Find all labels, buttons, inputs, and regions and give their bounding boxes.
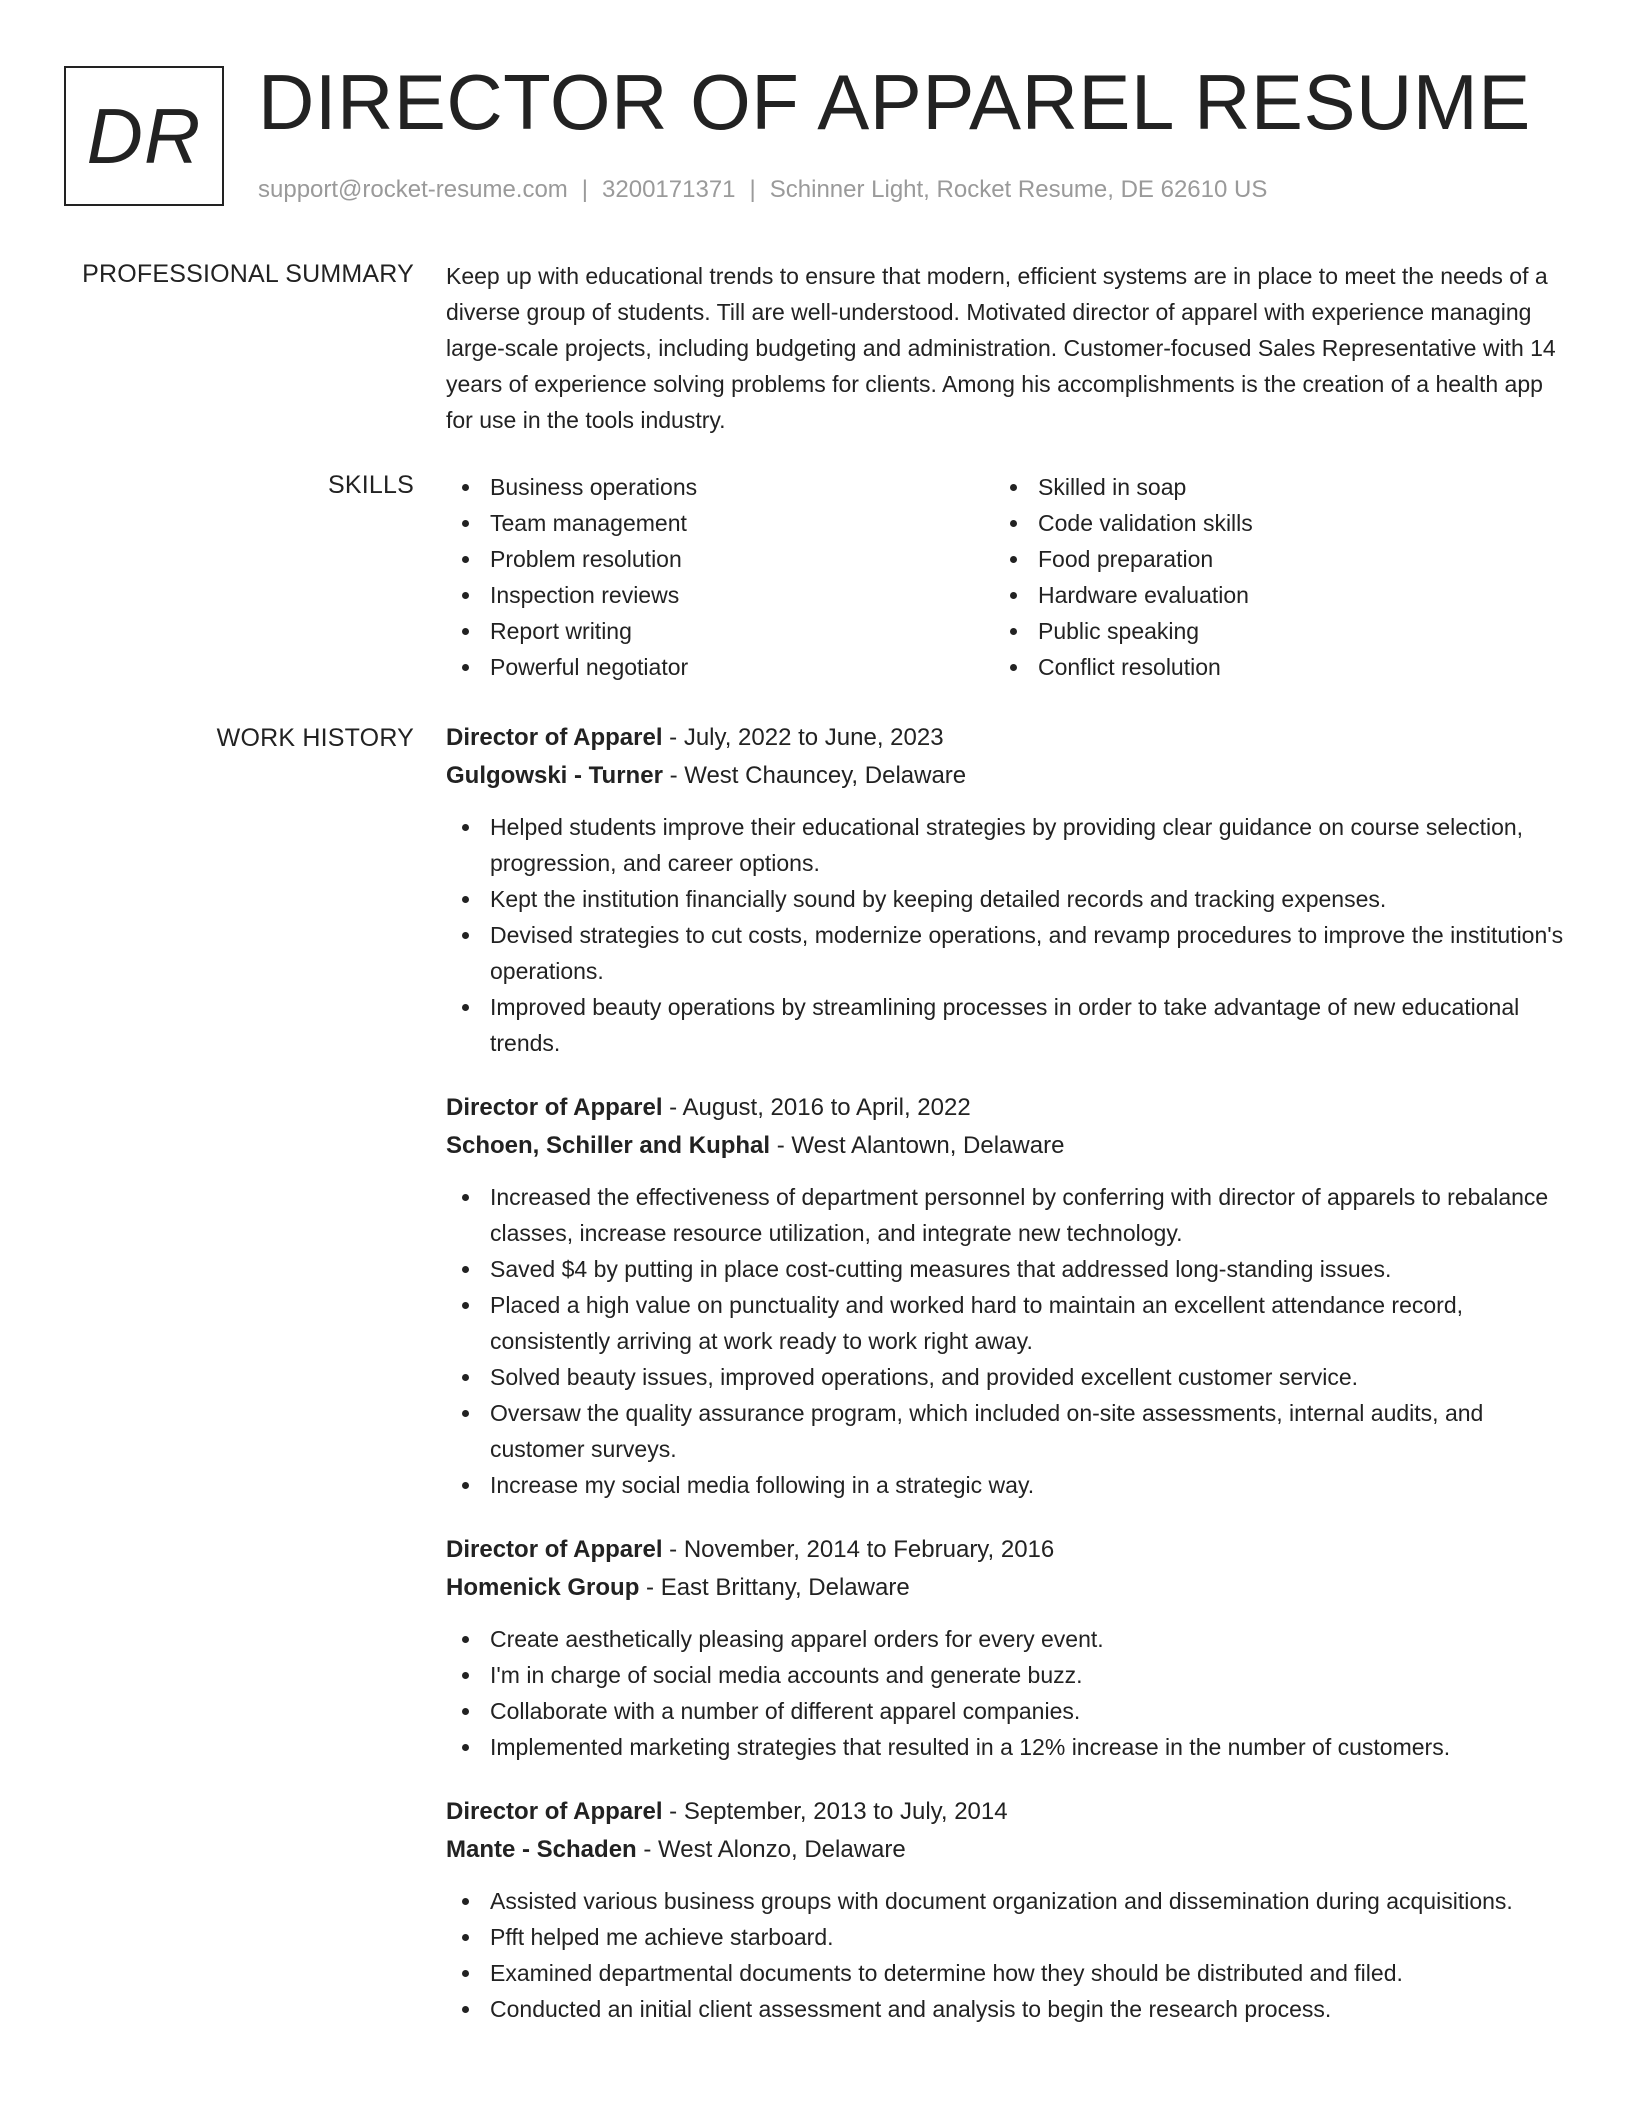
job-bullet: Examined departmental documents to determine how they should be distributed and filed. xyxy=(446,1955,1566,1991)
skills-column-left xyxy=(446,469,994,685)
job-title-line xyxy=(446,1089,1566,1127)
job-entry xyxy=(446,1089,1566,1503)
job-bullet: Helped students improve their educational strategies by providing clear guidance on course selection, progression, and career options. xyxy=(446,809,1566,881)
skill-item: Conflict resolution xyxy=(994,649,1542,685)
job-dates: - November, 2014 to February, 2016 xyxy=(662,1536,1055,1563)
section-label-summary: PROFESSIONAL SUMMARY xyxy=(82,260,414,288)
job-company: Mante - Schaden xyxy=(446,1836,637,1863)
job-location: - West Alonzo, Delaware xyxy=(636,1836,906,1863)
skill-item: Problem resolution xyxy=(446,541,994,577)
summary-body xyxy=(446,258,1566,438)
skill-item: Hardware evaluation xyxy=(994,577,1542,613)
job-bullet: Improved beauty operations by streamlining processes in order to take advantage of new educational trends. xyxy=(446,989,1566,1061)
job-bullet: Collaborate with a number of different apparel companies. xyxy=(446,1693,1566,1729)
work-history-body xyxy=(446,719,1566,2055)
job-title-line xyxy=(446,719,1566,757)
summary-text: Keep up with educational trends to ensure that modern, efficient systems are in place to meet the needs of a diverse group of students. Till are well-understood. Motivated director of apparel with experience managing large-scale projects, including budgeting and administration. Customer-focused Sales Representative with 14 years of experience solving problems for clients. Among his accomplishments is the creation of a health app for use in the tools industry. xyxy=(446,263,1556,433)
skills-column-right xyxy=(994,469,1542,685)
skill-item: Food preparation xyxy=(994,541,1542,577)
job-entry xyxy=(446,1531,1566,1765)
job-location: - West Chauncey, Delaware xyxy=(662,762,967,789)
job-bullet: Saved $4 by putting in place cost-cutting measures that addressed long-standing issues. xyxy=(446,1251,1566,1287)
job-bullets xyxy=(446,809,1566,1061)
job-bullet: Oversaw the quality assurance program, which included on-site assessments, internal audits, and customer surveys. xyxy=(446,1395,1566,1467)
job-bullets xyxy=(446,1883,1566,2027)
job-bullet: Placed a high value on punctuality and worked hard to maintain an excellent attendance record, consistently arriving at work ready to work right away. xyxy=(446,1287,1566,1359)
skill-item: Public speaking xyxy=(994,613,1542,649)
job-bullet: Assisted various business groups with document organization and dissemination during acquisitions. xyxy=(446,1883,1566,1919)
job-title: Director of Apparel xyxy=(446,1536,663,1563)
skills-body xyxy=(446,469,1566,685)
contact-separator: | xyxy=(581,176,589,203)
job-bullet: Implemented marketing strategies that resulted in a 12% increase in the number of customers. xyxy=(446,1729,1566,1765)
job-bullet: Solved beauty issues, improved operations, and provided excellent customer service. xyxy=(446,1359,1566,1395)
monogram-initials: DR xyxy=(86,91,202,180)
section-label-work-history: WORK HISTORY xyxy=(216,724,414,752)
monogram-box xyxy=(64,66,224,206)
job-title: Director of Apparel xyxy=(446,1094,663,1121)
skill-item: Team management xyxy=(446,505,994,541)
job-title: Director of Apparel xyxy=(446,724,663,751)
job-bullet: Increase my social media following in a strategic way. xyxy=(446,1467,1566,1503)
contact-separator: | xyxy=(749,176,756,203)
skill-item: Powerful negotiator xyxy=(446,649,994,685)
job-title-line xyxy=(446,1531,1566,1569)
job-company-line xyxy=(446,1127,1566,1165)
job-entry xyxy=(446,719,1566,1061)
contact-phone: 3200171371 xyxy=(602,176,736,203)
job-bullets xyxy=(446,1621,1566,1765)
contact-address: Schinner Light, Rocket Resume, DE 62610 US xyxy=(769,176,1268,203)
section-label-skills: SKILLS xyxy=(328,471,414,499)
skill-item: Skilled in soap xyxy=(994,469,1542,505)
job-entry xyxy=(446,1793,1566,2027)
job-dates: - September, 2013 to July, 2014 xyxy=(662,1798,1008,1825)
job-bullet: Kept the institution financially sound by keeping detailed records and tracking expenses. xyxy=(446,881,1566,917)
job-title: Director of Apparel xyxy=(446,1798,663,1825)
job-bullet: Conducted an initial client assessment and analysis to begin the research process. xyxy=(446,1991,1566,2027)
skill-item: Business operations xyxy=(446,469,994,505)
job-location: - East Brittany, Delaware xyxy=(639,1574,910,1601)
job-company-line xyxy=(446,1831,1566,1869)
job-dates: - July, 2022 to June, 2023 xyxy=(662,724,944,751)
job-company: Gulgowski - Turner xyxy=(446,762,663,789)
job-bullet: Devised strategies to cut costs, modernize operations, and revamp procedures to improve the institution's operations. xyxy=(446,917,1566,989)
job-bullet: I'm in charge of social media accounts and generate buzz. xyxy=(446,1657,1566,1693)
job-bullet: Create aesthetically pleasing apparel orders for every event. xyxy=(446,1621,1566,1657)
job-company: Schoen, Schiller and Kuphal xyxy=(446,1132,771,1159)
job-bullet: Increased the effectiveness of department personnel by conferring with director of apparels to rebalance classes, increase resource utilization, and integrate new technology. xyxy=(446,1179,1566,1251)
skill-item: Report writing xyxy=(446,613,994,649)
contact-line xyxy=(258,174,1267,206)
resume-title: DIRECTOR OF APPAREL RESUME xyxy=(258,58,1531,146)
skill-item: Code validation skills xyxy=(994,505,1542,541)
skill-item: Inspection reviews xyxy=(446,577,994,613)
contact-email: support@rocket-resume.com xyxy=(258,176,568,203)
job-location: - West Alantown, Delaware xyxy=(770,1132,1065,1159)
job-company: Homenick Group xyxy=(446,1574,640,1601)
job-company-line xyxy=(446,1569,1566,1607)
job-bullets xyxy=(446,1179,1566,1503)
job-bullet: Pfft helped me achieve starboard. xyxy=(446,1919,1566,1955)
job-company-line xyxy=(446,757,1566,795)
job-dates: - August, 2016 to April, 2022 xyxy=(662,1094,971,1121)
job-title-line xyxy=(446,1793,1566,1831)
